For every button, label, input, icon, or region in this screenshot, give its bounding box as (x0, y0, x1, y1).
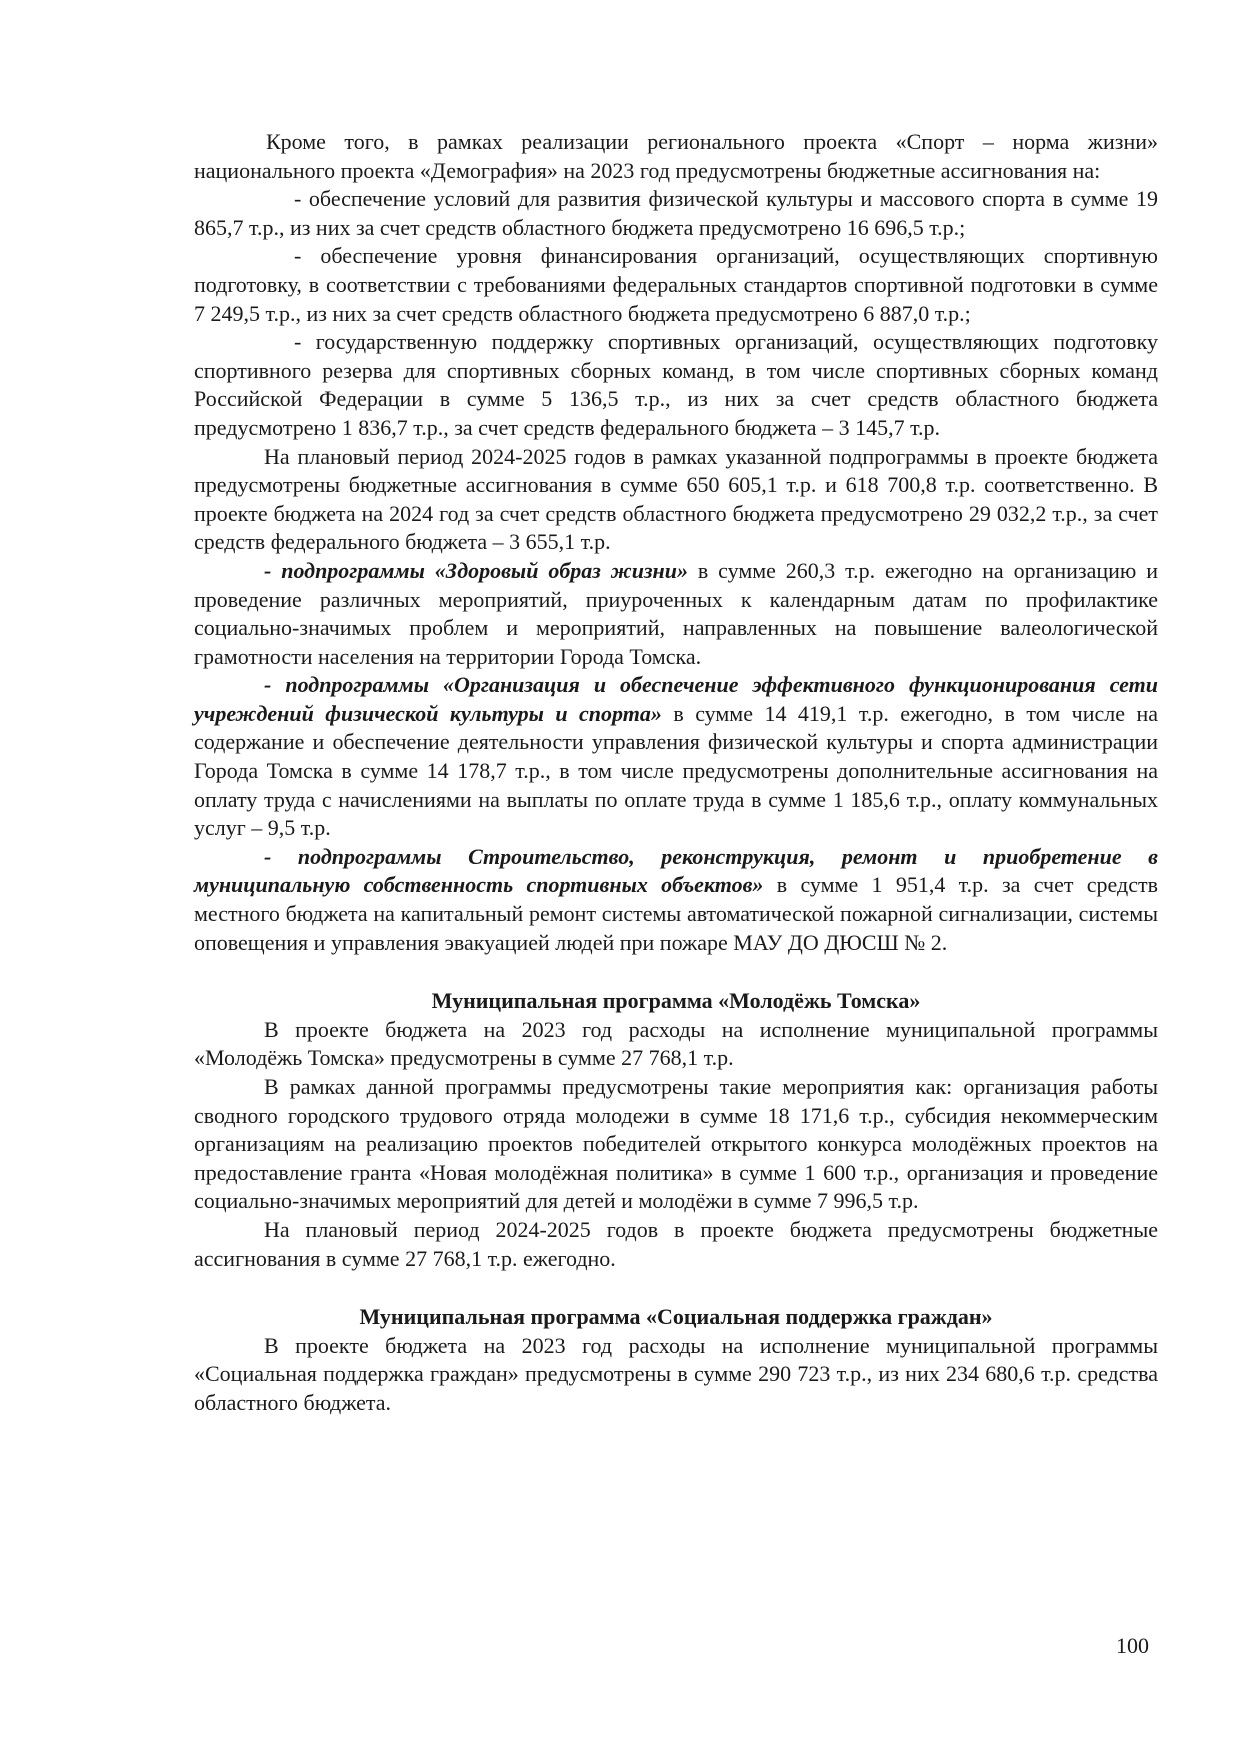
paragraph-sport-financing: - обеспечение уровня финансирования организаций, осуществляющих спортивную подготовку, в соответствии с требованиями федеральных стандартов спортивной подготовки в сумме 7 249,5 т.р., из них за счет средств областного бюджета предусмотрено 6 887,0 т.р.; (194, 243, 1158, 326)
paragraph-planning-period: На плановый период 2024-2025 годов в рамках указанной подпрограммы в проекте бюджета предусмотрены бюджетные ассигнования в сумме 650 605,1 т.р. и 618 700,8 т.р. соответственно. В проекте бюджета на 2024 год за счет средств областного бюджета предусмотрено 29 032,2 т.р., за счет средств федерального бюджета – 3 655,1 т.р. (194, 443, 1158, 555)
paragraph-social-1: В проекте бюджета на 2023 год расходы на исполнение муниципальной программы «Социальная поддержка граждан» предусмотрены в сумме 290 723 т.р., из них 234 680,6 т.р. средства областного бюджета. (194, 1332, 1158, 1415)
paragraph-subprogram-health (194, 557, 1158, 671)
heading-social-program: Муниципальная программа «Социальная поддержка граждан» (359, 1304, 993, 1330)
heading-youth-program: Муниципальная программа «Молодёжь Томска» (431, 988, 921, 1014)
paragraph-subprogram-build (194, 843, 1158, 957)
subprogram-org-text: в сумме 14 419,1 т.р. ежегодно, в том числе на содержание и обеспечение деятельности управления физической культуры и спорта администрации Города Томска в сумме 14 178,7 т.р., в том числе предусмотрены дополнительные ассигнования на оплату труда с начислениями на выплаты по оплате труда в сумме 1 185,6 т.р., оплату коммунальных услуг – 9,5 т.р. (194, 700, 1158, 841)
paragraph-youth-2: В рамках данной программы предусмотрены такие мероприятия как: организация работы сводного городского трудового отряда молодежи в сумме 18 171,6 т.р., субсидия некоммерческим организациям на реализацию проектов победителей открытого конкурса молодёжных проектов на предоставление гранта «Новая молодёжная политика» в сумме 1 600 т.р., организация и проведение социально-значимых мероприятий для детей и молодёжи в сумме 7 996,5 т.р. (194, 1074, 1158, 1214)
paragraph-sport-support: - государственную поддержку спортивных организаций, осуществляющих подготовку спортивного резерва для спортивных сборных команд, в том числе спортивных сборных команд Российской Федерации в сумме 5 136,5 т.р., из них за счет средств областного бюджета предусмотрено 1 836,7 т.р., за счет средств федерального бюджета – 3 145,7 т.р. (194, 329, 1158, 440)
page-number: 100 (1116, 1633, 1149, 1658)
paragraph-subprogram-org (194, 671, 1158, 843)
paragraph-sport-intro: Кроме того, в рамках реализации регионального проекта «Спорт – норма жизни» национального проекта «Демография» на 2023 год предусмотрены бюджетные ассигнования на: (194, 129, 1158, 183)
subprogram-build-text: в сумме 1 951,4 т.р. за счет средств местного бюджета на капитальный ремонт системы автоматической пожарной сигнализации, системы оповещения и управления эвакуацией людей при пожаре МАУ ДО ДЮСШ № 2. (194, 872, 1158, 955)
subprogram-health-text: в сумме 260,3 т.р. ежегодно на организацию и проведение различных мероприятий, приуроченных к календарным датам по профилактике социально-значимых проблем и мероприятий, направленных на повышение валеологической грамотности населения на территории Города Томска. (194, 557, 1158, 669)
subprogram-health-title: - подпрограммы «Здоровый образ жизни» (264, 557, 688, 583)
subprogram-build-title: - подпрограммы Строительство, реконструкция, ремонт и приобретение в муниципальную собственность спортивных объектов» (194, 843, 1158, 898)
subprogram-org-title: - подпрограммы «Организация и обеспечение эффективного функционирования сети учреждений физической культуры и спорта» (194, 672, 1158, 726)
paragraph-sport-conditions: - обеспечение условий для развития физической культуры и массового спорта в сумме 19 865,7 т.р., из них за счет средств областного бюджета предусмотрено 16 696,5 т.р.; (194, 186, 1158, 240)
paragraph-youth-3: На плановый период 2024-2025 годов в проекте бюджета предусмотрены бюджетные ассигнования в сумме 27 768,1 т.р. ежегодно. (194, 1216, 1158, 1271)
paragraph-youth-1: В проекте бюджета на 2023 год расходы на исполнение муниципальной программы «Молодёжь Томска» предусмотрены в сумме 27 768,1 т.р. (194, 1016, 1158, 1071)
